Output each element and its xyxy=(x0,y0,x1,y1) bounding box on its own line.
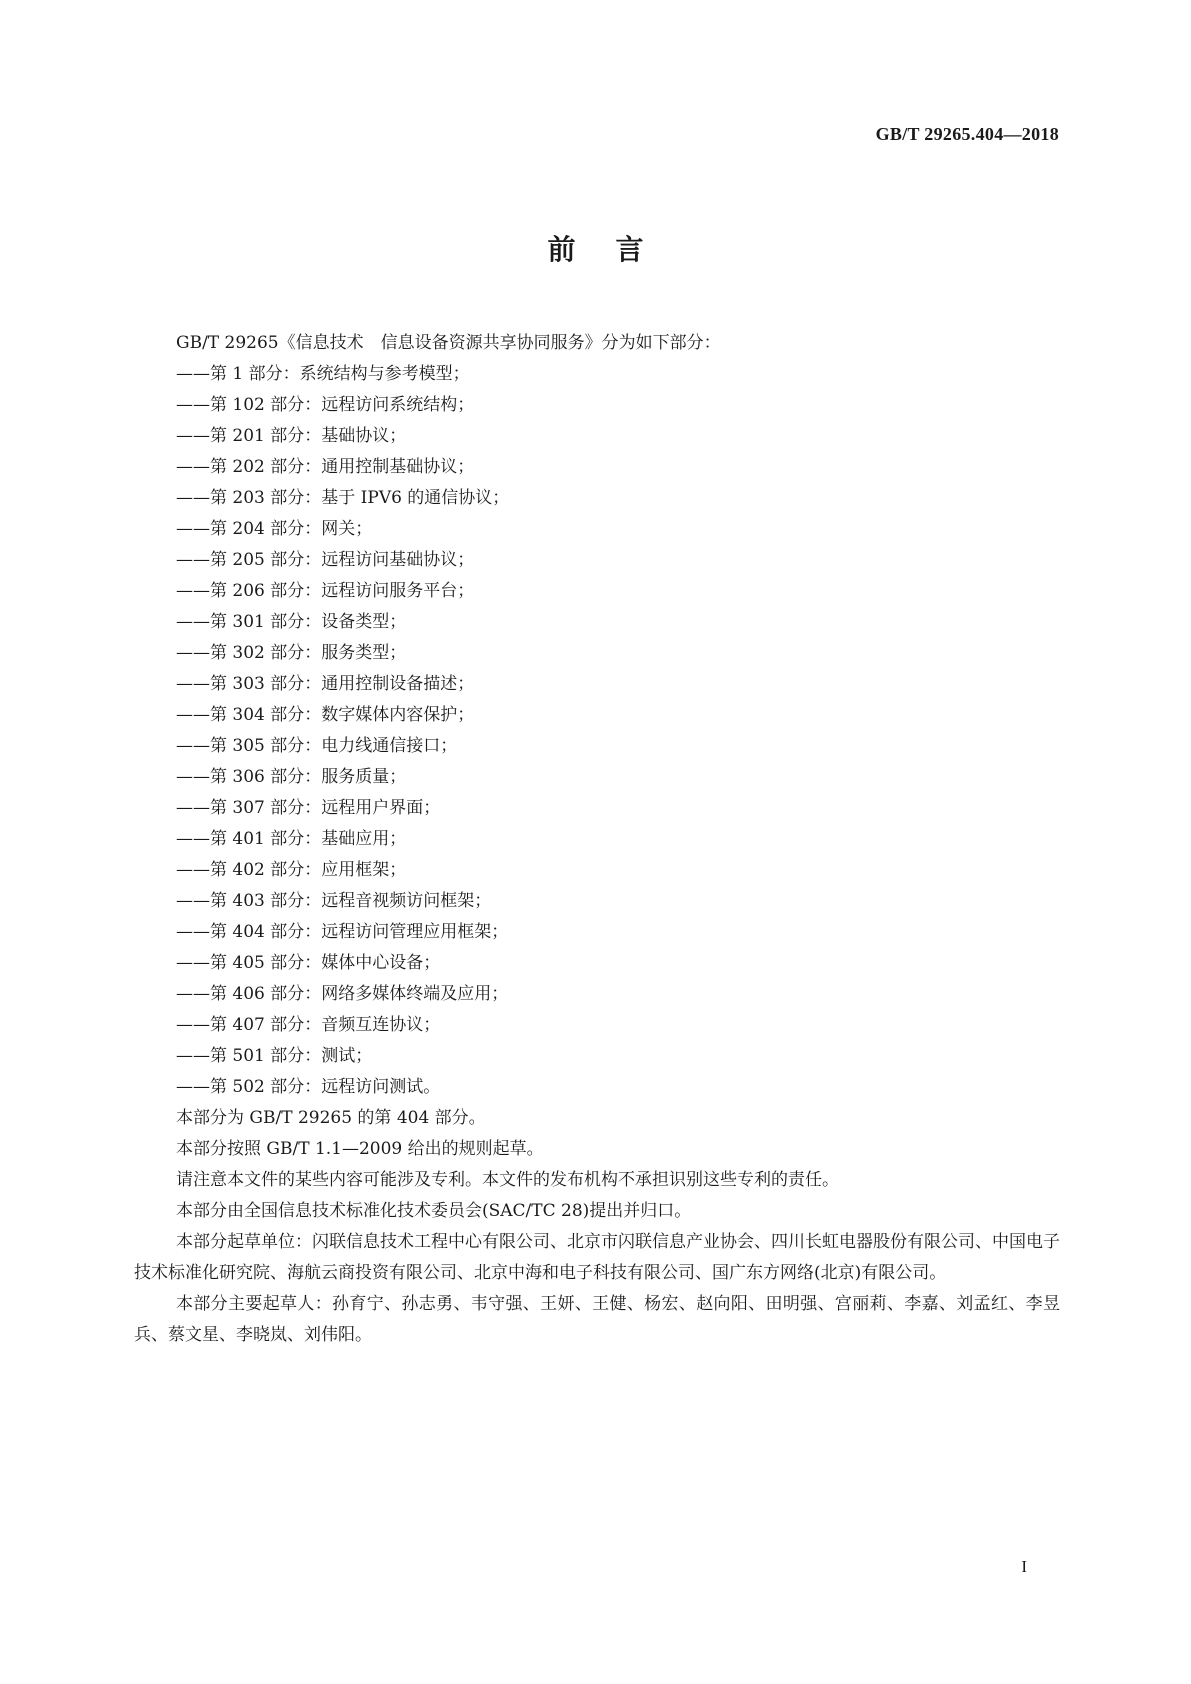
patent-notice-paragraph: 请注意本文件的某些内容可能涉及专利。本文件的发布机构不承担识别这些专利的责任。 xyxy=(176,1170,839,1190)
document-body xyxy=(134,328,1060,1351)
list-item: ——第 206 部分：远程访问服务平台； xyxy=(176,581,475,601)
list-item: ——第 405 部分：媒体中心设备； xyxy=(176,953,441,973)
list-item: ——第 306 部分：服务质量； xyxy=(176,767,407,787)
list-item: ——第 406 部分：网络多媒体终端及应用； xyxy=(176,984,509,1004)
list-item: ——第 403 部分：远程音视频访问框架； xyxy=(176,891,492,911)
list-item: ——第 401 部分：基础应用； xyxy=(176,829,407,849)
list-item: ——第 402 部分：应用框架； xyxy=(176,860,407,880)
list-item: ——第 407 部分：音频互连协议； xyxy=(176,1015,441,1035)
list-item: ——第 203 部分：基于 IPV6 的通信协议； xyxy=(176,488,510,508)
list-item: ——第 1 部分：系统结构与参考模型； xyxy=(176,364,470,384)
parts-list xyxy=(134,359,1060,1103)
list-item: ——第 202 部分：通用控制基础协议； xyxy=(176,457,475,477)
intro-paragraph: GB/T 29265《信息技术 信息设备资源共享协同服务》分为如下部分： xyxy=(176,333,721,353)
list-item: ——第 201 部分：基础协议； xyxy=(176,426,407,446)
part-number-paragraph: 本部分为 GB/T 29265 的第 404 部分。 xyxy=(176,1108,486,1128)
list-item: ——第 404 部分：远程访问管理应用框架； xyxy=(176,922,509,942)
list-item: ——第 502 部分：远程访问测试。 xyxy=(176,1077,441,1097)
list-item: ——第 302 部分：服务类型； xyxy=(176,643,407,663)
list-item: ——第 501 部分：测试； xyxy=(176,1046,373,1066)
list-item: ——第 205 部分：远程访问基础协议； xyxy=(176,550,475,570)
drafting-units-paragraph: 本部分起草单位：闪联信息技术工程中心有限公司、北京市闪联信息产业协会、四川长虹电器股份有限公司、中国电子技术标准化研究院、海航云商投资有限公司、北京中海和电子科技有限公司、国广东方网络(北京)有限公司。 xyxy=(134,1232,1060,1283)
drafting-rules-paragraph: 本部分按照 GB/T 1.1—2009 给出的规则起草。 xyxy=(176,1139,544,1159)
list-item: ——第 301 部分：设备类型； xyxy=(176,612,407,632)
list-item: ——第 305 部分：电力线通信接口； xyxy=(176,736,458,756)
page-number: I xyxy=(1021,1557,1027,1576)
list-item: ——第 304 部分：数字媒体内容保护； xyxy=(176,705,475,725)
drafters-paragraph: 本部分主要起草人：孙育宁、孙志勇、韦守强、王妍、王健、杨宏、赵向阳、田明强、宫丽莉、李嘉、刘孟红、李昱兵、蔡文星、李晓岚、刘伟阳。 xyxy=(134,1294,1060,1345)
list-item: ——第 303 部分：通用控制设备描述； xyxy=(176,674,475,694)
list-item: ——第 307 部分：远程用户界面； xyxy=(176,798,441,818)
page-title: 前言 xyxy=(547,233,684,266)
proposer-paragraph: 本部分由全国信息技术标准化技术委员会(SAC/TC 28)提出并归口。 xyxy=(176,1201,692,1221)
list-item: ——第 102 部分：远程访问系统结构； xyxy=(176,395,475,415)
standard-code: GB/T 29265.404—2018 xyxy=(875,124,1059,144)
list-item: ——第 204 部分：网关； xyxy=(176,519,373,539)
